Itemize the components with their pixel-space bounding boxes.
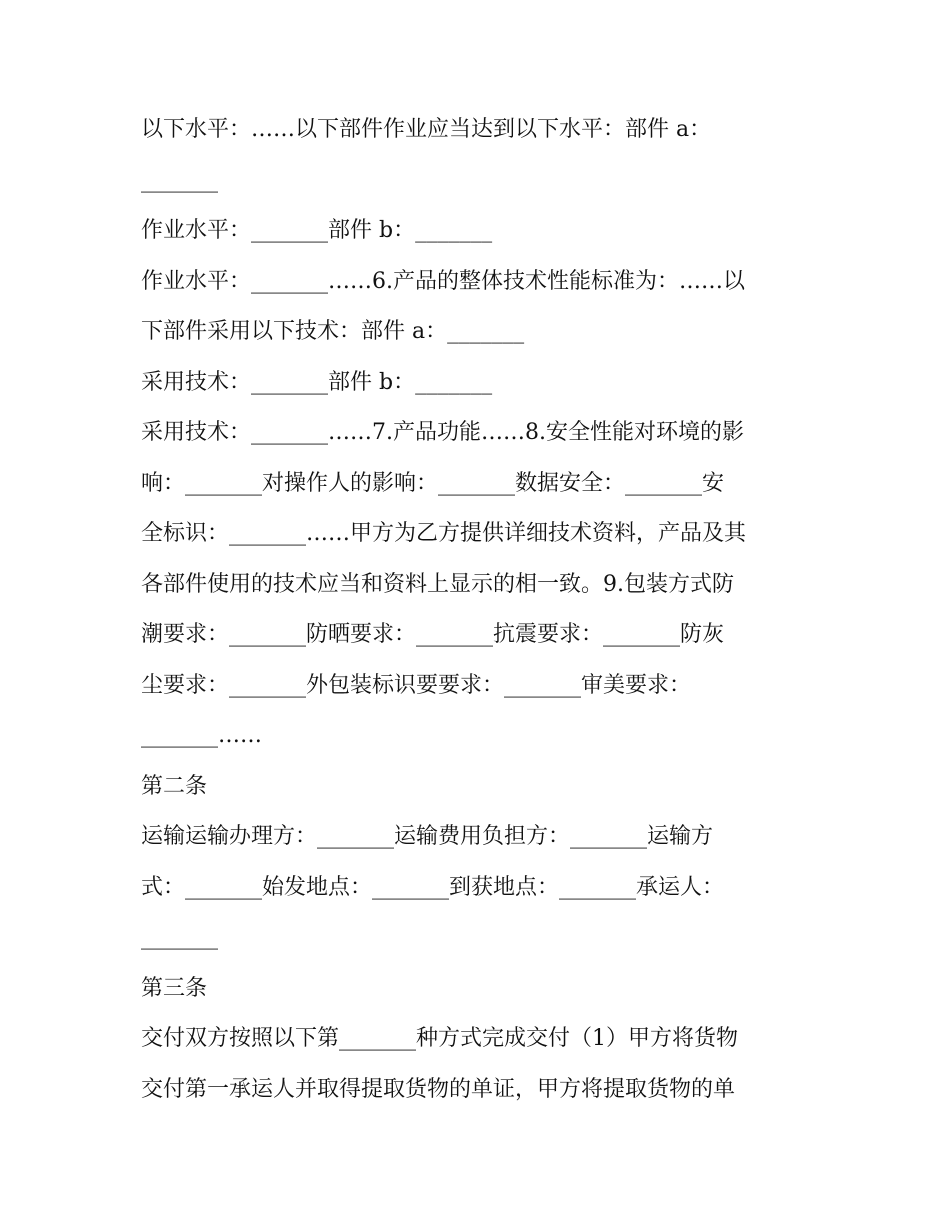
text-line: 潮要求：_______防晒要求：_______抗震要求：_______防灰 <box>141 622 725 647</box>
article-2-line: 运输运输办理方：_______运输费用负担方：_______运输方 <box>141 824 714 849</box>
article-2-line: _______ <box>141 925 218 950</box>
text-line: 以下水平：……以下部件作业应当达到以下水平：部件 a： <box>141 117 712 142</box>
text-line: 全标识：_______……甲方为乙方提供详细技术资料，产品及其 <box>141 521 747 546</box>
text-line: _______ <box>141 167 218 193</box>
article-2-title: 第二条 <box>141 773 208 799</box>
document-body <box>141 105 821 1115</box>
text-line: _______…… <box>141 723 262 748</box>
article-3-title: 第三条 <box>141 975 208 1001</box>
article-3-line: 交付第一承运人并取得提取货物的单证，甲方将提取货物的单 <box>141 1076 736 1102</box>
text-line: 作业水平：_______部件 b：_______ <box>141 218 493 243</box>
text-line: 响：_______对操作人的影响：_______数据安全：_______安 <box>141 470 725 496</box>
text-line: 采用技术：_______部件 b：_______ <box>141 369 493 395</box>
text-line: 作业水平：_______……6.产品的整体技术性能标准为：……以 <box>141 268 745 294</box>
article-3-line: 交付双方按照以下第_______种方式完成交付（1）甲方将货物 <box>141 1026 738 1051</box>
text-line: 各部件使用的技术应当和资料上显示的相一致。9.包装方式防 <box>141 571 734 597</box>
article-2-line: 式：_______始发地点：_______到获地点：_______承运人： <box>141 874 725 900</box>
text-line: 下部件采用以下技术：部件 a：_______ <box>141 319 525 344</box>
text-line: 采用技术：_______……7.产品功能……8.安全性能对环境的影 <box>141 420 744 445</box>
text-line: 尘要求：_______外包装标识要要求：_______审美要求： <box>141 672 692 698</box>
